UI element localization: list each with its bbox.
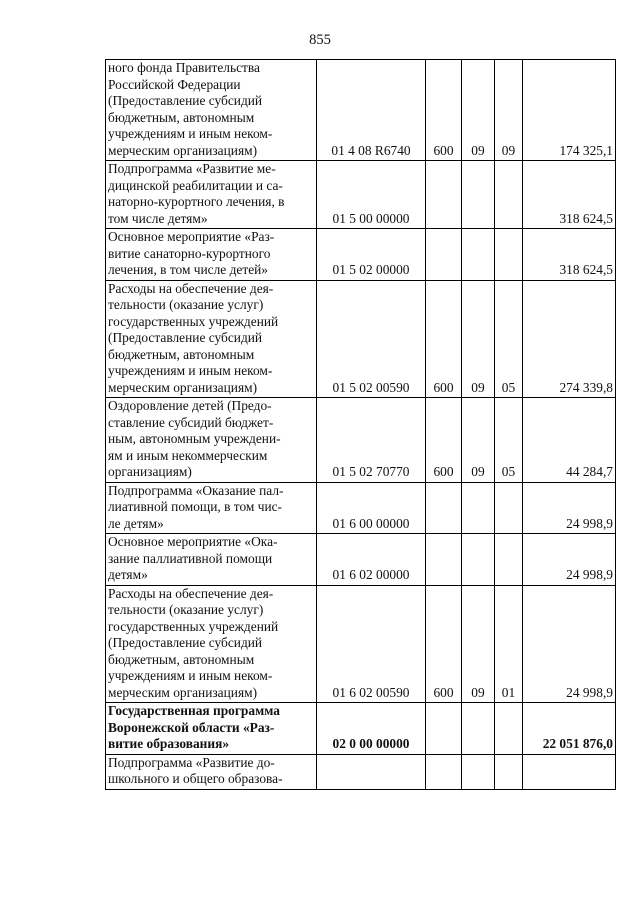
- table-row: [106, 703, 616, 755]
- table-row: [106, 585, 616, 703]
- target-code-cell: 01 5 00 00000: [317, 161, 426, 229]
- amount-cell: 318 624,5: [523, 161, 616, 229]
- expense-group-cell: 600: [426, 398, 462, 483]
- amount-cell: 22 051 876,0: [523, 703, 616, 755]
- section-cell: [462, 754, 495, 789]
- target-code-cell: 02 0 00 00000: [317, 703, 426, 755]
- amount-cell: 318 624,5: [523, 229, 616, 281]
- target-code-cell: 01 6 02 00000: [317, 534, 426, 586]
- table-row: [106, 398, 616, 483]
- amount-cell: 174 325,1: [523, 60, 616, 161]
- expense-group-cell: 600: [426, 280, 462, 398]
- amount-cell: [523, 754, 616, 789]
- expense-group-cell: [426, 754, 462, 789]
- table-body: [106, 60, 616, 790]
- amount-cell: 24 998,9: [523, 585, 616, 703]
- row-name-cell: Государственная программа Воронежской области «Раз- витие образования»: [106, 703, 317, 755]
- row-name-cell: Подпрограмма «Развитие до- школьного и общего образова-: [106, 754, 317, 789]
- row-name-cell: Подпрограмма «Развитие ме- дицинской реабилитации и са- наторно-курортного лечения, в том числе детям»: [106, 161, 317, 229]
- target-code-cell: [317, 754, 426, 789]
- expense-group-cell: [426, 703, 462, 755]
- budget-table: [105, 59, 616, 790]
- target-code-cell: 01 4 08 R6740: [317, 60, 426, 161]
- section-cell: [462, 229, 495, 281]
- table-row: [106, 229, 616, 281]
- section-cell: [462, 161, 495, 229]
- subsection-cell: [495, 161, 523, 229]
- amount-cell: 44 284,7: [523, 398, 616, 483]
- expense-group-cell: [426, 482, 462, 534]
- subsection-cell: [495, 703, 523, 755]
- section-cell: 09: [462, 280, 495, 398]
- subsection-cell: [495, 534, 523, 586]
- subsection-cell: [495, 482, 523, 534]
- subsection-cell: 01: [495, 585, 523, 703]
- section-cell: [462, 703, 495, 755]
- table-row: [106, 754, 616, 789]
- section-cell: 09: [462, 398, 495, 483]
- expense-group-cell: [426, 161, 462, 229]
- section-cell: 09: [462, 60, 495, 161]
- target-code-cell: 01 5 02 70770: [317, 398, 426, 483]
- target-code-cell: 01 6 02 00590: [317, 585, 426, 703]
- table-row: [106, 534, 616, 586]
- section-cell: [462, 482, 495, 534]
- subsection-cell: 05: [495, 398, 523, 483]
- section-cell: [462, 534, 495, 586]
- row-name-cell: Подпрограмма «Оказание пал- лиативной помощи, в том чис- ле детям»: [106, 482, 317, 534]
- expense-group-cell: 600: [426, 585, 462, 703]
- target-code-cell: 01 5 02 00590: [317, 280, 426, 398]
- target-code-cell: 01 5 02 00000: [317, 229, 426, 281]
- subsection-cell: [495, 754, 523, 789]
- target-code-cell: 01 6 00 00000: [317, 482, 426, 534]
- table-row: [106, 482, 616, 534]
- table-row: [106, 280, 616, 398]
- expense-group-cell: 600: [426, 60, 462, 161]
- row-name-cell: Расходы на обеспечение дея- тельности (оказание услуг) государственных учреждений (Предоставление субсидий бюджетным, автономным учреждениям и иным неком- мерческим организациям): [106, 280, 317, 398]
- table-row: [106, 60, 616, 161]
- amount-cell: 24 998,9: [523, 534, 616, 586]
- row-name-cell: Оздоровление детей (Предо- ставление субсидий бюджет- ным, автономным учреждени- ям и иным некоммерческим организациям): [106, 398, 317, 483]
- row-name-cell: Основное мероприятие «Ока- зание паллиативной помощи детям»: [106, 534, 317, 586]
- row-name-cell: Основное мероприятие «Раз- витие санаторно-курортного лечения, в том числе детей»: [106, 229, 317, 281]
- table-row: [106, 161, 616, 229]
- subsection-cell: 05: [495, 280, 523, 398]
- page-number: 855: [309, 32, 331, 48]
- amount-cell: 24 998,9: [523, 482, 616, 534]
- expense-group-cell: [426, 229, 462, 281]
- subsection-cell: [495, 229, 523, 281]
- subsection-cell: 09: [495, 60, 523, 161]
- row-name-cell: Расходы на обеспечение дея- тельности (оказание услуг) государственных учреждений (Предоставление субсидий бюджетным, автономным учреждениям и иным неком- мерческим организациям): [106, 585, 317, 703]
- row-name-cell: ного фонда Правительства Российской Федерации (Предоставление субсидий бюджетным, автономным учреждениям и иным неком- мерческим организациям): [106, 60, 317, 161]
- section-cell: 09: [462, 585, 495, 703]
- expense-group-cell: [426, 534, 462, 586]
- amount-cell: 274 339,8: [523, 280, 616, 398]
